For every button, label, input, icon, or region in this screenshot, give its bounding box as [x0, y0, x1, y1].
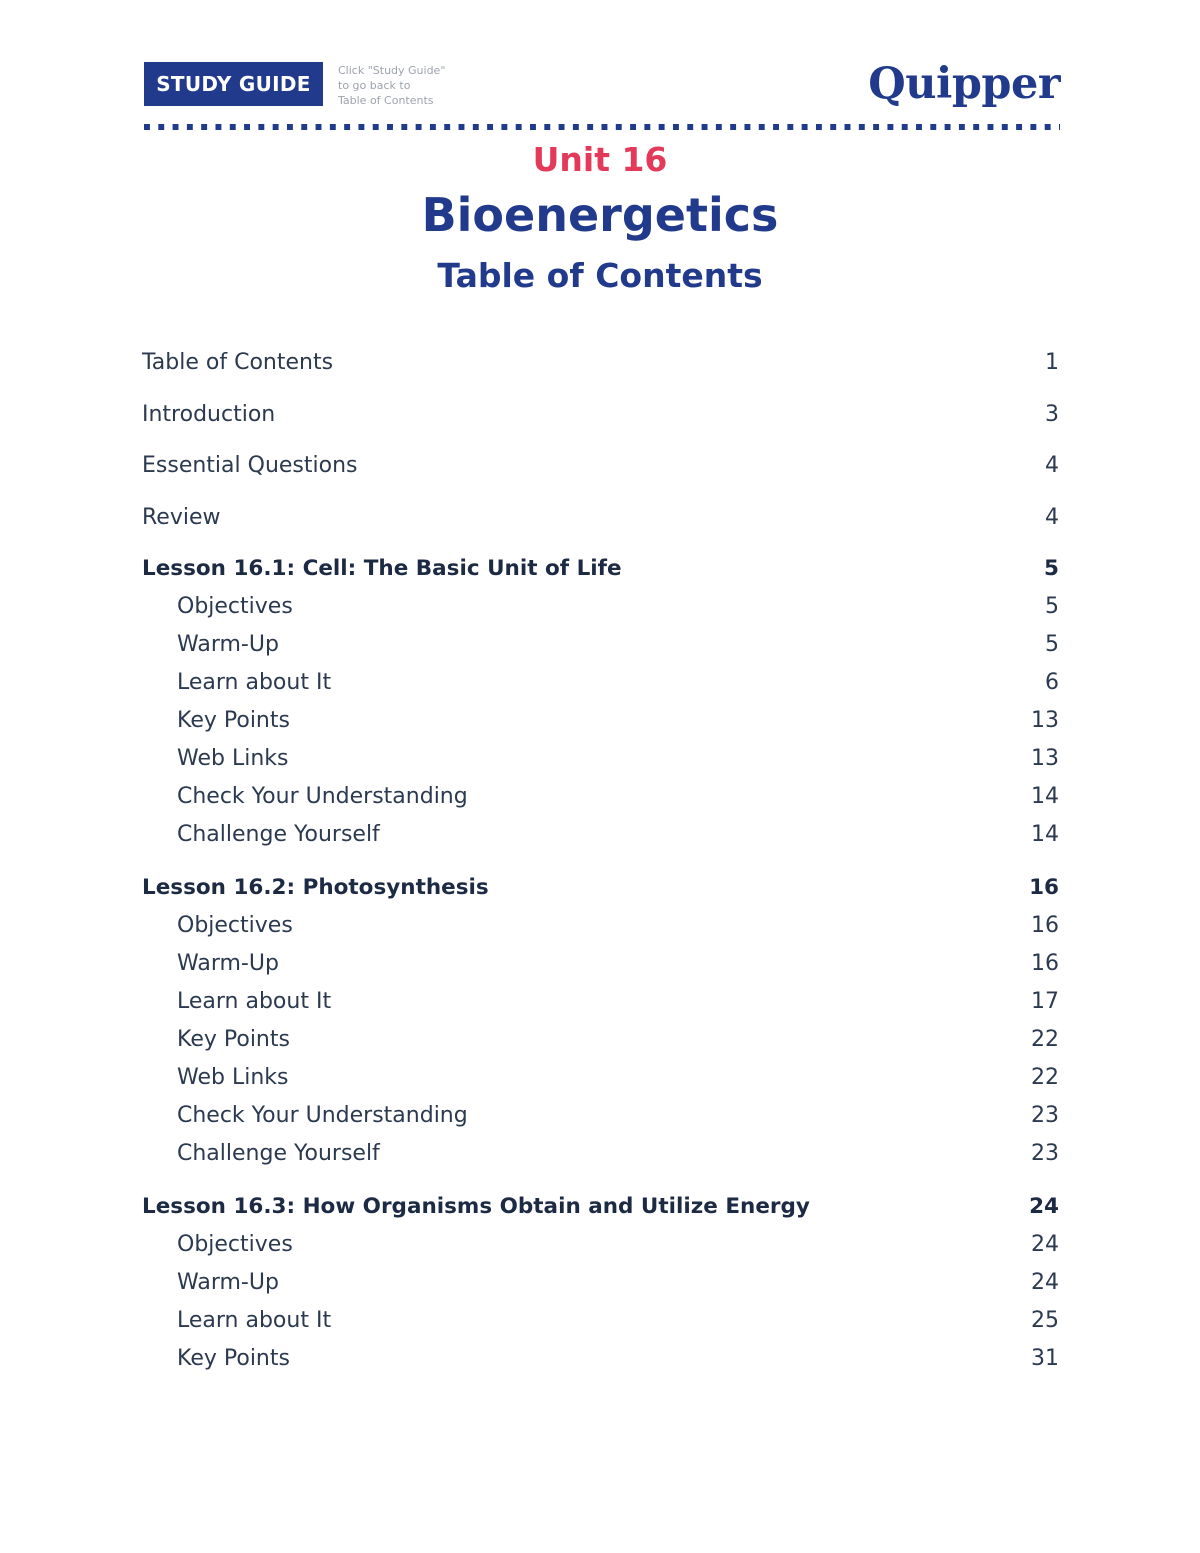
toc-entry-page: 4	[1045, 452, 1059, 478]
study-guide-label: STUDY GUIDE	[156, 72, 311, 96]
study-guide-button[interactable]	[144, 62, 323, 106]
toc-entry-title: Review	[142, 504, 221, 530]
toc-entry-page: 13	[1031, 707, 1059, 733]
toc-entry-page: 5	[1045, 631, 1059, 657]
toc-entry-page: 16	[1031, 912, 1059, 938]
toc-entry-page: 22	[1031, 1026, 1059, 1052]
toc-entry-title: Learn about It	[177, 988, 332, 1014]
toc-entry[interactable]	[177, 1304, 1059, 1336]
toc-entry[interactable]	[177, 666, 1059, 698]
toc-entry[interactable]	[177, 947, 1059, 979]
toc-entry-page: 25	[1031, 1307, 1059, 1333]
toc-entry-title: Web Links	[177, 1064, 289, 1090]
toc-lesson-entry[interactable]	[142, 871, 1059, 903]
toc-entry[interactable]	[177, 1137, 1059, 1169]
quipper-logo: Quipper	[868, 59, 1060, 109]
hint-line: Table of Contents	[338, 94, 434, 107]
toc-entry[interactable]	[177, 780, 1059, 812]
toc-entry-page: 31	[1031, 1345, 1059, 1371]
toc-entry-page: 13	[1031, 745, 1059, 771]
toc-lesson-entry[interactable]	[142, 1190, 1059, 1222]
toc-entry-title: Learn about It	[177, 669, 332, 695]
unit-label: Unit 16	[532, 140, 668, 179]
toc-entry-title: Challenge Yourself	[177, 821, 380, 847]
toc-entry-page: 24	[1031, 1269, 1059, 1295]
toc-entry-title: Essential Questions	[142, 452, 358, 478]
toc-entry[interactable]	[142, 449, 1059, 481]
hint-line: Click "Study Guide"	[338, 64, 446, 77]
toc-entry-title: Check Your Understanding	[177, 1102, 468, 1128]
toc-entry-title: Challenge Yourself	[177, 1140, 380, 1166]
toc-entry[interactable]	[177, 818, 1059, 850]
toc-entry[interactable]	[177, 985, 1059, 1017]
toc-entry[interactable]	[177, 1228, 1059, 1260]
toc-entry[interactable]	[177, 1023, 1059, 1055]
toc-lesson-entry[interactable]	[142, 552, 1059, 584]
toc-entry-title: Objectives	[177, 912, 293, 938]
toc-entry[interactable]	[142, 346, 1059, 378]
toc-entry-title: Learn about It	[177, 1307, 332, 1333]
toc-entry-page: 23	[1031, 1102, 1059, 1128]
toc-entry-page: 14	[1031, 821, 1059, 847]
toc-entry-title: Introduction	[142, 401, 276, 427]
toc-entry-title: Table of Contents	[142, 349, 334, 375]
toc-entry-title: Lesson 16.1: Cell: The Basic Unit of Life	[142, 555, 622, 581]
toc-entry[interactable]	[177, 1342, 1059, 1374]
toc-entry-page: 6	[1045, 669, 1059, 695]
toc-entry-page: 23	[1031, 1140, 1059, 1166]
toc-entry-page: 16	[1031, 950, 1059, 976]
toc-entry-page: 22	[1031, 1064, 1059, 1090]
toc-entry-title: Warm-Up	[177, 631, 279, 657]
toc-entry-page: 14	[1031, 783, 1059, 809]
toc-entry[interactable]	[177, 704, 1059, 736]
toc-entry-title: Web Links	[177, 745, 289, 771]
toc-heading: Table of Contents	[437, 256, 763, 295]
toc-entry-title: Key Points	[177, 707, 290, 733]
toc-entry-title: Warm-Up	[177, 1269, 279, 1295]
toc-entry-title: Objectives	[177, 1231, 293, 1257]
toc-entry[interactable]	[177, 909, 1059, 941]
toc-entry-page: 3	[1045, 401, 1059, 427]
toc-entry-page: 24	[1029, 1193, 1059, 1219]
toc-entry-title: Lesson 16.2: Photosynthesis	[142, 874, 489, 900]
toc-entry[interactable]	[142, 501, 1059, 533]
toc-entry-page: 24	[1031, 1231, 1059, 1257]
toc-entry-page: 5	[1045, 593, 1059, 619]
toc-entry[interactable]	[177, 742, 1059, 774]
toc-entry[interactable]	[177, 1099, 1059, 1131]
toc-entry-title: Key Points	[177, 1345, 290, 1371]
toc-entry-page: 1	[1045, 349, 1059, 375]
toc-entry[interactable]	[142, 398, 1059, 430]
toc-entry-page: 16	[1029, 874, 1059, 900]
toc-entry-page: 5	[1044, 555, 1059, 581]
toc-entry[interactable]	[177, 628, 1059, 660]
toc-entry-title: Objectives	[177, 593, 293, 619]
unit-title: Bioenergetics	[421, 188, 779, 242]
toc-entry[interactable]	[177, 1061, 1059, 1093]
toc-entry-title: Warm-Up	[177, 950, 279, 976]
toc-entry-page: 17	[1031, 988, 1059, 1014]
toc-entry-title: Check Your Understanding	[177, 783, 468, 809]
dotted-divider	[144, 124, 1060, 130]
study-guide-hint	[338, 63, 498, 108]
toc-entry[interactable]	[177, 1266, 1059, 1298]
toc-entry-page: 4	[1045, 504, 1059, 530]
toc-entry-title: Lesson 16.3: How Organisms Obtain and Utilize Energy	[142, 1193, 810, 1219]
toc-entry[interactable]	[177, 590, 1059, 622]
hint-line: to go back to	[338, 79, 411, 92]
toc-entry-title: Key Points	[177, 1026, 290, 1052]
